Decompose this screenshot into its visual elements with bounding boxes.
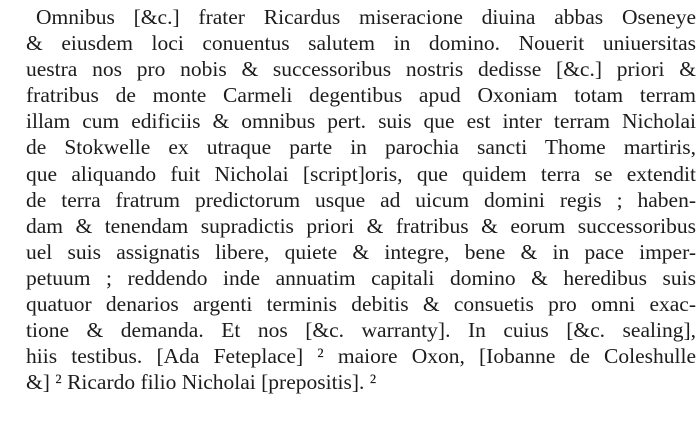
text-line: de Stokwelle ex utraque parte in parochia sancti Thome martiris,: [26, 135, 696, 160]
text-line: &] ² Ricardo filio Nicholai [prepositis]. ²: [26, 370, 377, 395]
text-line: tione & demanda. Et nos [&c. warranty]. In cuius [&c. sealing],: [26, 318, 696, 343]
text-line: dam & tenendam supradictis priori & fratribus & eorum successoribus: [26, 213, 696, 238]
text-line: uestra nos pro nobis & successoribus nostris dedisse [&c.] priori &: [26, 57, 696, 82]
text-line: que aliquando fuit Nicholai [script]oris, que quidem terra se extendit: [26, 161, 696, 186]
text-line: Omnibus [&c.] frater Ricardus miseracione diuina abbas Oseneye: [36, 5, 696, 29]
text-line: petuum ; reddendo inde annuatim capitali domino & heredibus suis: [26, 265, 696, 290]
text-line: hiis testibus. [Ada Feteplace] ² maiore Oxon, [Iobanne de Coleshulle: [26, 344, 696, 369]
text-line: quatuor denarios argenti terminis debitis & consuetis pro omni exac-: [26, 292, 696, 317]
text-line: fratribus de monte Carmeli degentibus apud Oxoniam totam terram: [26, 83, 696, 108]
text-line: illam cum edificiis & omnibus pert. suis que est inter terram Nicholai: [26, 109, 696, 134]
text-line: de terra fratrum predictorum usque ad uicum domini regis ; haben-: [26, 187, 696, 212]
text-line: & eiusdem loci conuentus salutem in domino. Nouerit uniuersitas: [26, 31, 696, 56]
text-line: uel suis assignatis libere, quiete & integre, bene & in pace imper-: [26, 239, 696, 264]
charter-text: [26, 4, 696, 395]
